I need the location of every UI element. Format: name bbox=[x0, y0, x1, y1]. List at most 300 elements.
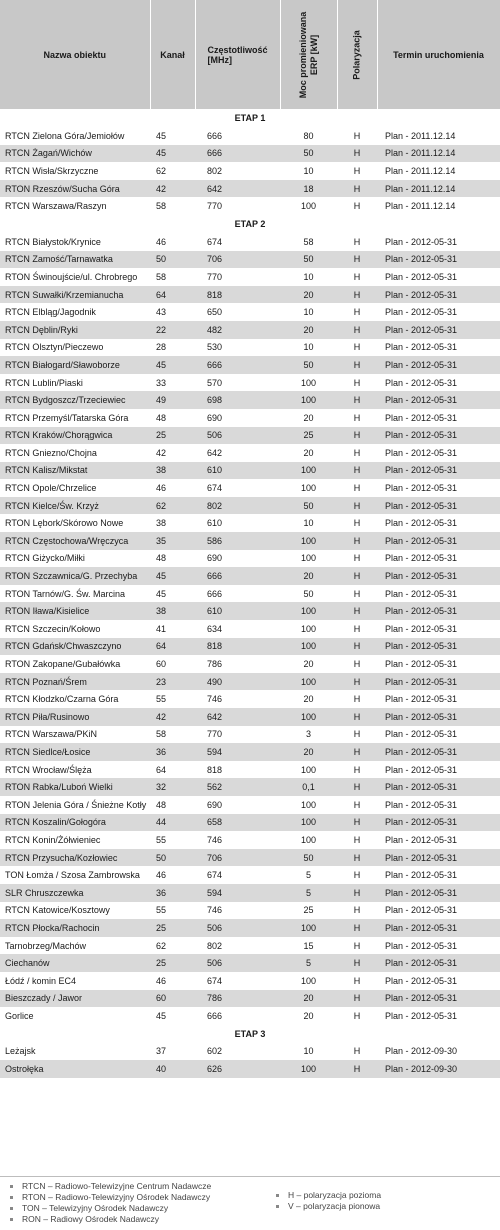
term-cell: Plan - 2012-05-31 bbox=[377, 778, 500, 796]
term-cell: Plan - 2012-05-31 bbox=[377, 409, 500, 427]
frequency-cell: 506 bbox=[195, 919, 280, 937]
erp-cell: 5 bbox=[280, 884, 337, 902]
object-name-cell: RTCN Suwałki/Krzemianucha bbox=[0, 286, 150, 304]
polarization-cell: H bbox=[337, 620, 377, 638]
term-cell: Plan - 2011.12.14 bbox=[377, 127, 500, 145]
bullet-icon bbox=[276, 1194, 279, 1197]
frequency-cell: 706 bbox=[195, 251, 280, 269]
object-name-cell: RTCN Kielce/Św. Krzyż bbox=[0, 497, 150, 515]
erp-cell: 20 bbox=[280, 1007, 337, 1025]
polarization-cell: H bbox=[337, 814, 377, 832]
channel-cell: 45 bbox=[150, 145, 195, 163]
legend-text: RTON – Radiowo-Telewizyjny Ośrodek Nadawczy bbox=[22, 1192, 211, 1202]
object-name-cell: Ciechanów bbox=[0, 954, 150, 972]
header-name: Nazwa obiektu bbox=[0, 0, 150, 109]
object-name-cell: RTON Rabka/Luboń Wielki bbox=[0, 778, 150, 796]
object-name-cell: RTCN Warszawa/Raszyn bbox=[0, 197, 150, 215]
frequency-cell: 642 bbox=[195, 444, 280, 462]
object-name-cell: RTON Świnoujście/ul. Chrobrego bbox=[0, 268, 150, 286]
table-row bbox=[0, 585, 500, 603]
erp-cell: 20 bbox=[280, 286, 337, 304]
polarization-cell: H bbox=[337, 409, 377, 427]
term-cell: Plan - 2012-05-31 bbox=[377, 814, 500, 832]
table-row bbox=[0, 514, 500, 532]
channel-cell: 58 bbox=[150, 726, 195, 744]
erp-cell: 100 bbox=[280, 638, 337, 656]
term-cell: Plan - 2012-05-31 bbox=[377, 268, 500, 286]
frequency-cell: 786 bbox=[195, 655, 280, 673]
term-cell: Plan - 2012-05-31 bbox=[377, 427, 500, 445]
channel-cell: 38 bbox=[150, 602, 195, 620]
polarization-cell: H bbox=[337, 197, 377, 215]
polarization-cell: H bbox=[337, 550, 377, 568]
object-name-cell: RTCN Kraków/Chorągwica bbox=[0, 427, 150, 445]
table-row bbox=[0, 638, 500, 656]
polarization-cell: H bbox=[337, 743, 377, 761]
erp-cell: 100 bbox=[280, 972, 337, 990]
frequency-cell: 610 bbox=[195, 602, 280, 620]
term-cell: Plan - 2012-05-31 bbox=[377, 286, 500, 304]
polarization-cell: H bbox=[337, 162, 377, 180]
polarization-cell: H bbox=[337, 937, 377, 955]
object-name-cell: RTCN Szczecin/Kołowo bbox=[0, 620, 150, 638]
object-name-cell: RTCN Zielona Góra/Jemiołów bbox=[0, 127, 150, 145]
erp-cell: 50 bbox=[280, 585, 337, 603]
table-row bbox=[0, 1043, 500, 1061]
channel-cell: 38 bbox=[150, 462, 195, 480]
table-row bbox=[0, 145, 500, 163]
erp-cell: 50 bbox=[280, 251, 337, 269]
legend-item bbox=[10, 1192, 211, 1203]
object-name-cell: RTON Szczawnica/G. Przechyba bbox=[0, 567, 150, 585]
term-cell: Plan - 2012-05-31 bbox=[377, 638, 500, 656]
term-cell: Plan - 2012-05-31 bbox=[377, 673, 500, 691]
term-cell: Plan - 2012-05-31 bbox=[377, 462, 500, 480]
frequency-cell: 746 bbox=[195, 831, 280, 849]
header-frequency bbox=[195, 0, 280, 109]
frequency-cell: 674 bbox=[195, 866, 280, 884]
object-name-cell: Leżajsk bbox=[0, 1043, 150, 1061]
object-name-cell: RTCN Koszalin/Gołogóra bbox=[0, 814, 150, 832]
polarization-cell: H bbox=[337, 602, 377, 620]
frequency-cell: 626 bbox=[195, 1060, 280, 1078]
table-row bbox=[0, 602, 500, 620]
polarization-cell: H bbox=[337, 954, 377, 972]
header-frequency-line1: Częstotliwość bbox=[207, 44, 268, 55]
term-cell: Plan - 2011.12.14 bbox=[377, 145, 500, 163]
channel-cell: 42 bbox=[150, 708, 195, 726]
erp-cell: 100 bbox=[280, 796, 337, 814]
frequency-cell: 746 bbox=[195, 902, 280, 920]
channel-cell: 25 bbox=[150, 427, 195, 445]
object-name-cell: RTCN Katowice/Kosztowy bbox=[0, 902, 150, 920]
term-cell: Plan - 2011.12.14 bbox=[377, 162, 500, 180]
polarization-cell: H bbox=[337, 444, 377, 462]
polarization-cell: H bbox=[337, 655, 377, 673]
polarization-cell: H bbox=[337, 849, 377, 867]
frequency-cell: 610 bbox=[195, 514, 280, 532]
channel-cell: 33 bbox=[150, 374, 195, 392]
channel-cell: 64 bbox=[150, 286, 195, 304]
term-cell: Plan - 2012-05-31 bbox=[377, 550, 500, 568]
polarization-cell: H bbox=[337, 778, 377, 796]
term-cell: Plan - 2012-05-31 bbox=[377, 585, 500, 603]
frequency-cell: 530 bbox=[195, 339, 280, 357]
polarization-cell: H bbox=[337, 268, 377, 286]
channel-cell: 64 bbox=[150, 761, 195, 779]
legend-item bbox=[10, 1181, 211, 1192]
frequency-cell: 674 bbox=[195, 233, 280, 251]
erp-cell: 100 bbox=[280, 532, 337, 550]
frequency-cell: 506 bbox=[195, 427, 280, 445]
channel-cell: 45 bbox=[150, 585, 195, 603]
frequency-cell: 746 bbox=[195, 690, 280, 708]
term-cell: Plan - 2012-05-31 bbox=[377, 251, 500, 269]
erp-cell: 25 bbox=[280, 902, 337, 920]
table-row bbox=[0, 761, 500, 779]
object-name-cell: RTON Lębork/Skórowo Nowe bbox=[0, 514, 150, 532]
term-cell: Plan - 2012-05-31 bbox=[377, 902, 500, 920]
polarization-cell: H bbox=[337, 462, 377, 480]
term-cell: Plan - 2012-05-31 bbox=[377, 866, 500, 884]
object-name-cell: Gorlice bbox=[0, 1007, 150, 1025]
bullet-icon bbox=[10, 1218, 13, 1221]
frequency-cell: 666 bbox=[195, 585, 280, 603]
channel-cell: 62 bbox=[150, 497, 195, 515]
erp-cell: 20 bbox=[280, 690, 337, 708]
polarization-cell: H bbox=[337, 356, 377, 374]
term-cell: Plan - 2012-05-31 bbox=[377, 761, 500, 779]
frequency-cell: 706 bbox=[195, 849, 280, 867]
term-cell: Plan - 2012-05-31 bbox=[377, 303, 500, 321]
erp-cell: 10 bbox=[280, 1043, 337, 1061]
channel-cell: 35 bbox=[150, 532, 195, 550]
bullet-icon bbox=[10, 1185, 13, 1188]
stage-heading-row bbox=[0, 109, 500, 127]
table-row bbox=[0, 197, 500, 215]
erp-cell: 10 bbox=[280, 514, 337, 532]
channel-cell: 25 bbox=[150, 954, 195, 972]
legend-item bbox=[276, 1201, 381, 1212]
table-row bbox=[0, 303, 500, 321]
frequency-cell: 594 bbox=[195, 884, 280, 902]
table-body bbox=[0, 109, 500, 1078]
table-row bbox=[0, 866, 500, 884]
legend-text: TON – Telewizyjny Ośrodek Nadawczy bbox=[22, 1203, 169, 1213]
channel-cell: 55 bbox=[150, 902, 195, 920]
frequency-cell: 818 bbox=[195, 286, 280, 304]
channel-cell: 32 bbox=[150, 778, 195, 796]
channel-cell: 37 bbox=[150, 1043, 195, 1061]
table-row bbox=[0, 972, 500, 990]
header-polarization-label: Polaryzacja bbox=[351, 29, 362, 80]
channel-cell: 45 bbox=[150, 1007, 195, 1025]
erp-cell: 0,1 bbox=[280, 778, 337, 796]
term-cell: Plan - 2012-05-31 bbox=[377, 567, 500, 585]
table-row bbox=[0, 532, 500, 550]
polarization-cell: H bbox=[337, 532, 377, 550]
channel-cell: 46 bbox=[150, 233, 195, 251]
erp-cell: 25 bbox=[280, 427, 337, 445]
term-cell: Plan - 2012-05-31 bbox=[377, 884, 500, 902]
channel-cell: 36 bbox=[150, 743, 195, 761]
object-name-cell: Łódź / komin EC4 bbox=[0, 972, 150, 990]
stage-heading: ETAP 3 bbox=[0, 1025, 500, 1043]
erp-cell: 100 bbox=[280, 919, 337, 937]
erp-cell: 10 bbox=[280, 339, 337, 357]
polarization-cell: H bbox=[337, 514, 377, 532]
term-cell: Plan - 2012-09-30 bbox=[377, 1060, 500, 1078]
polarization-cell: H bbox=[337, 145, 377, 163]
object-name-cell: TON Łomża / Szosa Zambrowska bbox=[0, 866, 150, 884]
erp-cell: 100 bbox=[280, 831, 337, 849]
term-cell: Plan - 2012-05-31 bbox=[377, 937, 500, 955]
term-cell: Plan - 2012-05-31 bbox=[377, 356, 500, 374]
polarization-cell: H bbox=[337, 690, 377, 708]
frequency-cell: 802 bbox=[195, 497, 280, 515]
frequency-cell: 666 bbox=[195, 145, 280, 163]
table-row bbox=[0, 268, 500, 286]
table-row bbox=[0, 339, 500, 357]
erp-cell: 100 bbox=[280, 673, 337, 691]
object-name-cell: RTCN Gdańsk/Chwaszczyno bbox=[0, 638, 150, 656]
erp-cell: 20 bbox=[280, 743, 337, 761]
table-row bbox=[0, 567, 500, 585]
object-name-cell: RTON Zakopane/Gubałówka bbox=[0, 655, 150, 673]
object-name-cell: RTCN Przemyśl/Tatarska Góra bbox=[0, 409, 150, 427]
polarization-cell: H bbox=[337, 321, 377, 339]
channel-cell: 48 bbox=[150, 409, 195, 427]
table-row bbox=[0, 251, 500, 269]
erp-cell: 100 bbox=[280, 602, 337, 620]
erp-cell: 100 bbox=[280, 761, 337, 779]
header-channel: Kanał bbox=[150, 0, 195, 109]
polarization-cell: H bbox=[337, 990, 377, 1008]
polarization-cell: H bbox=[337, 1043, 377, 1061]
erp-cell: 20 bbox=[280, 444, 337, 462]
table-row bbox=[0, 1060, 500, 1078]
erp-cell: 100 bbox=[280, 1060, 337, 1078]
frequency-cell: 666 bbox=[195, 1007, 280, 1025]
frequency-cell: 690 bbox=[195, 550, 280, 568]
erp-cell: 5 bbox=[280, 866, 337, 884]
channel-cell: 46 bbox=[150, 866, 195, 884]
term-cell: Plan - 2011.12.14 bbox=[377, 197, 500, 215]
table-row bbox=[0, 497, 500, 515]
erp-cell: 15 bbox=[280, 937, 337, 955]
header-polarization bbox=[337, 0, 377, 109]
polarization-cell: H bbox=[337, 391, 377, 409]
erp-cell: 10 bbox=[280, 268, 337, 286]
frequency-cell: 770 bbox=[195, 197, 280, 215]
polarization-cell: H bbox=[337, 339, 377, 357]
frequency-cell: 642 bbox=[195, 708, 280, 726]
term-cell: Plan - 2012-05-31 bbox=[377, 391, 500, 409]
object-name-cell: RTCN Siedlce/Łosice bbox=[0, 743, 150, 761]
frequency-cell: 690 bbox=[195, 796, 280, 814]
table-row bbox=[0, 321, 500, 339]
frequency-cell: 666 bbox=[195, 127, 280, 145]
channel-cell: 36 bbox=[150, 884, 195, 902]
term-cell: Plan - 2012-05-31 bbox=[377, 532, 500, 550]
erp-cell: 100 bbox=[280, 197, 337, 215]
frequency-cell: 786 bbox=[195, 990, 280, 1008]
object-name-cell: RTCN Białogard/Sławoborze bbox=[0, 356, 150, 374]
header-erp bbox=[280, 0, 337, 109]
erp-cell: 100 bbox=[280, 708, 337, 726]
header-frequency-line2: [MHz] bbox=[207, 54, 232, 65]
erp-cell: 20 bbox=[280, 567, 337, 585]
bullet-icon bbox=[10, 1196, 13, 1199]
object-name-cell: RTON Jelenia Góra / Śnieżne Kotły bbox=[0, 796, 150, 814]
table-row bbox=[0, 673, 500, 691]
table-row bbox=[0, 814, 500, 832]
table-row bbox=[0, 409, 500, 427]
polarization-cell: H bbox=[337, 831, 377, 849]
term-cell: Plan - 2012-05-31 bbox=[377, 514, 500, 532]
object-name-cell: RTCN Zamość/Tarnawatka bbox=[0, 251, 150, 269]
term-cell: Plan - 2012-05-31 bbox=[377, 620, 500, 638]
erp-cell: 10 bbox=[280, 303, 337, 321]
polarization-cell: H bbox=[337, 567, 377, 585]
table-row bbox=[0, 743, 500, 761]
channel-cell: 46 bbox=[150, 972, 195, 990]
polarization-cell: H bbox=[337, 497, 377, 515]
channel-cell: 23 bbox=[150, 673, 195, 691]
table-row bbox=[0, 356, 500, 374]
table-row bbox=[0, 726, 500, 744]
erp-cell: 50 bbox=[280, 497, 337, 515]
term-cell: Plan - 2012-05-31 bbox=[377, 479, 500, 497]
table-row bbox=[0, 374, 500, 392]
term-cell: Plan - 2012-05-31 bbox=[377, 708, 500, 726]
table-row bbox=[0, 427, 500, 445]
frequency-cell: 674 bbox=[195, 972, 280, 990]
polarization-cell: H bbox=[337, 761, 377, 779]
bullet-icon bbox=[10, 1207, 13, 1210]
channel-cell: 22 bbox=[150, 321, 195, 339]
object-name-cell: SLR Chruszczewka bbox=[0, 884, 150, 902]
polarization-cell: H bbox=[337, 180, 377, 198]
polarization-cell: H bbox=[337, 1060, 377, 1078]
table-row bbox=[0, 462, 500, 480]
channel-cell: 50 bbox=[150, 251, 195, 269]
polarization-cell: H bbox=[337, 638, 377, 656]
table-row bbox=[0, 778, 500, 796]
term-cell: Plan - 2012-05-31 bbox=[377, 321, 500, 339]
object-name-cell: RTCN Olsztyn/Pieczewo bbox=[0, 339, 150, 357]
object-name-cell: RTCN Kalisz/Mikstat bbox=[0, 462, 150, 480]
object-name-cell: RTCN Wisła/Skrzyczne bbox=[0, 162, 150, 180]
stage-heading: ETAP 1 bbox=[0, 109, 500, 127]
object-name-cell: RTCN Gniezno/Chojna bbox=[0, 444, 150, 462]
polarization-cell: H bbox=[337, 303, 377, 321]
term-cell: Plan - 2012-05-31 bbox=[377, 919, 500, 937]
channel-cell: 38 bbox=[150, 514, 195, 532]
channel-cell: 48 bbox=[150, 796, 195, 814]
table-row bbox=[0, 1007, 500, 1025]
table-row bbox=[0, 831, 500, 849]
header-term: Termin uruchomienia bbox=[377, 0, 500, 109]
term-cell: Plan - 2012-05-31 bbox=[377, 954, 500, 972]
object-name-cell: RTCN Lublin/Piaski bbox=[0, 374, 150, 392]
polarization-cell: H bbox=[337, 708, 377, 726]
object-name-cell: RTCN Warszawa/PKiN bbox=[0, 726, 150, 744]
object-name-cell: RTCN Bydgoszcz/Trzeciewiec bbox=[0, 391, 150, 409]
channel-cell: 28 bbox=[150, 339, 195, 357]
channel-cell: 45 bbox=[150, 356, 195, 374]
frequency-cell: 658 bbox=[195, 814, 280, 832]
table-row bbox=[0, 990, 500, 1008]
frequency-cell: 482 bbox=[195, 321, 280, 339]
frequency-cell: 570 bbox=[195, 374, 280, 392]
frequency-cell: 802 bbox=[195, 937, 280, 955]
frequency-cell: 690 bbox=[195, 409, 280, 427]
table-row bbox=[0, 708, 500, 726]
object-name-cell: RTCN Kłodzko/Czarna Góra bbox=[0, 690, 150, 708]
frequency-cell: 666 bbox=[195, 567, 280, 585]
erp-cell: 20 bbox=[280, 655, 337, 673]
polarization-cell: H bbox=[337, 673, 377, 691]
table-row bbox=[0, 690, 500, 708]
erp-cell: 20 bbox=[280, 409, 337, 427]
term-cell: Plan - 2012-05-31 bbox=[377, 726, 500, 744]
object-name-cell: RTCN Przysucha/Kozłowiec bbox=[0, 849, 150, 867]
erp-cell: 50 bbox=[280, 356, 337, 374]
frequency-cell: 818 bbox=[195, 638, 280, 656]
term-cell: Plan - 2012-09-30 bbox=[377, 1043, 500, 1061]
erp-cell: 20 bbox=[280, 321, 337, 339]
object-name-cell: RTCN Elbląg/Jagodnik bbox=[0, 303, 150, 321]
frequency-cell: 562 bbox=[195, 778, 280, 796]
term-cell: Plan - 2012-05-31 bbox=[377, 743, 500, 761]
channel-cell: 58 bbox=[150, 268, 195, 286]
channel-cell: 43 bbox=[150, 303, 195, 321]
term-cell: Plan - 2012-05-31 bbox=[377, 990, 500, 1008]
term-cell: Plan - 2011.12.14 bbox=[377, 180, 500, 198]
erp-cell: 100 bbox=[280, 550, 337, 568]
frequency-cell: 490 bbox=[195, 673, 280, 691]
polarization-cell: H bbox=[337, 866, 377, 884]
erp-cell: 100 bbox=[280, 620, 337, 638]
erp-cell: 50 bbox=[280, 849, 337, 867]
object-name-cell: RTON Tarnów/G. Św. Marcina bbox=[0, 585, 150, 603]
legend-item bbox=[276, 1190, 381, 1201]
channel-cell: 55 bbox=[150, 831, 195, 849]
channel-cell: 58 bbox=[150, 197, 195, 215]
erp-cell: 100 bbox=[280, 374, 337, 392]
table-row bbox=[0, 162, 500, 180]
table-header bbox=[0, 0, 500, 109]
polarization-cell: H bbox=[337, 286, 377, 304]
frequency-cell: 610 bbox=[195, 462, 280, 480]
table-row bbox=[0, 919, 500, 937]
term-cell: Plan - 2012-05-31 bbox=[377, 444, 500, 462]
object-name-cell: RTON Iława/Kisielice bbox=[0, 602, 150, 620]
polarization-cell: H bbox=[337, 919, 377, 937]
channel-cell: 41 bbox=[150, 620, 195, 638]
table-row bbox=[0, 479, 500, 497]
channel-cell: 25 bbox=[150, 919, 195, 937]
polarization-cell: H bbox=[337, 884, 377, 902]
frequency-cell: 770 bbox=[195, 726, 280, 744]
table-row bbox=[0, 655, 500, 673]
polarization-cell: H bbox=[337, 427, 377, 445]
erp-cell: 3 bbox=[280, 726, 337, 744]
object-name-cell: RTCN Poznań/Śrem bbox=[0, 673, 150, 691]
polarization-cell: H bbox=[337, 233, 377, 251]
table-row bbox=[0, 286, 500, 304]
